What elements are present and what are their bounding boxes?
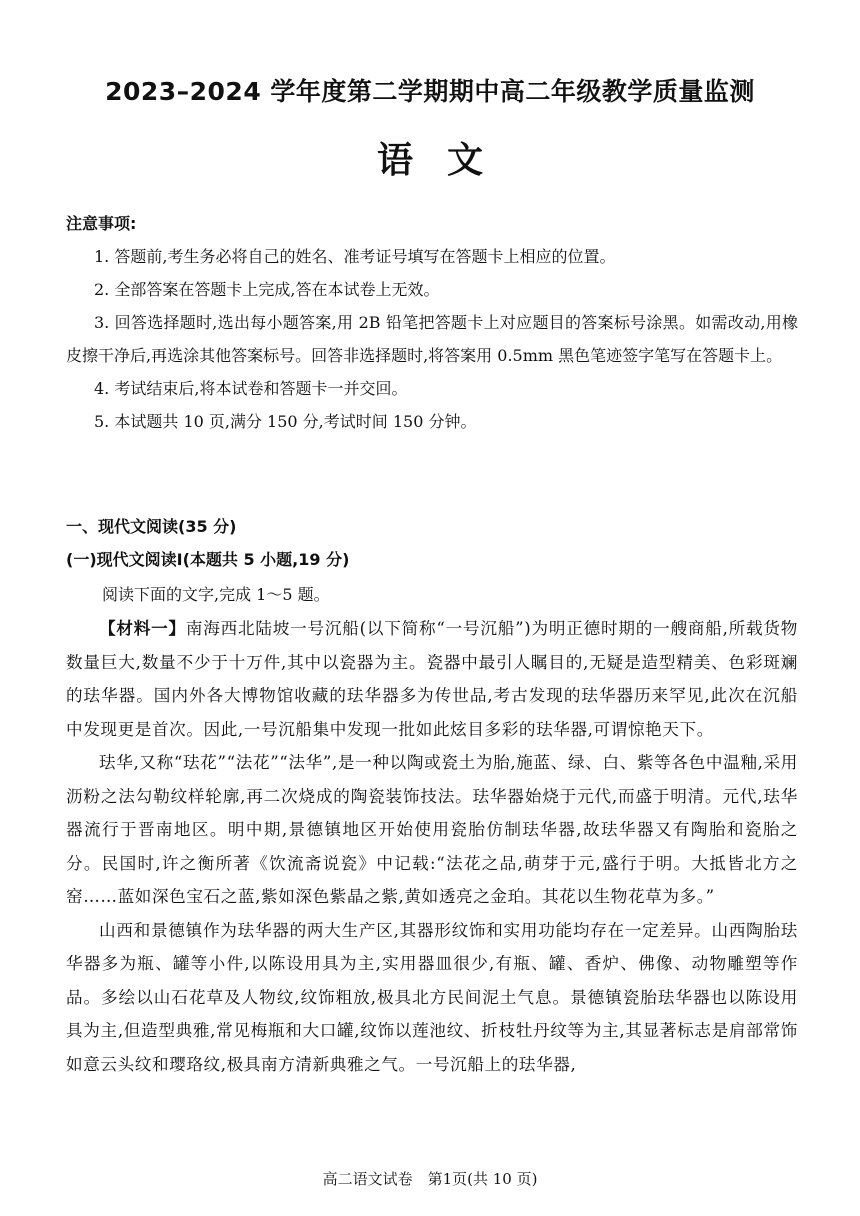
passage-paragraph: 珐华,又称“珐花”“法花”“法华”,是一种以陶或瓷土为胎,施蓝、绿、白、紫等各色中温釉,采用沥粉之法勾勒纹样轮廓,再二次烧成的陶瓷装饰技法。珐华器始烧于元代,而盛于明清。元代,珐华器流行于晋南地区。明中期,景德镇地区开始使用瓷胎仿制珐华器,故珐华器又有陶胎和瓷胎之分。民国时,许之衡所著《饮流斋说瓷》中记载:“法花之品,萌芽于元,盛行于明。大抵皆北方之窑……蓝如深色宝石之蓝,紫如深色紫晶之紫,黄如透亮之金珀。其花以生物花草为多。” [66,753,798,906]
material-label: 【材料一】 [99,619,186,638]
section-heading: 一、现代文阅读(35 分) [66,517,237,536]
passage-paragraph: 山西和景德镇作为珐华器的两大生产区,其器形纹饰和实用功能均存在一定差异。山西陶胎珐华器多为瓶、罐等小件,以陈设用具为主,实用器皿很少,有瓶、罐、香炉、佛像、动物雕塑等作品。多绘以山石花草及人物纹,纹饰粗放,极具北方民间泥土气息。景德镇瓷胎珐华器也以陈设用具为主,但造型典雅,常见梅瓶和大口罐,纹饰以莲池纹、折枝牡丹纹等为主,其显著标志是肩部常饰如意云头纹和璎珞纹,极具南方清新典雅之气。一号沉船上的珐华器, [66,920,798,1074]
notice-item: 3. 回答选择题时,选出每小题答案,用 2B 铅笔把答题卡上对应题目的答案标号涂黑。如需改动,用橡皮擦干净后,再选涂其他答案标号。回答非选择题时,将答案用 0.5mm 黑色笔迹签字笔写在答题卡上。 [66,313,798,365]
notice-heading: 注意事项: [66,214,137,233]
notice-item: 2. 全部答案在答题卡上完成,答在本试卷上无效。 [94,280,440,299]
subject-title: 语文 [376,140,517,181]
passage [66,612,798,1081]
reading-instruction: 阅读下面的文字,完成 1～5 题。 [102,585,330,604]
subsection-heading: (一)现代文阅读Ⅰ(本题共 5 小题,19 分) [66,550,350,569]
notice-item: 4. 考试结束后,将本试卷和答题卡一并交回。 [94,379,408,398]
paragraph-text: 南海西北陆坡一号沉船(以下简称“一号沉船”)为明正德时期的一艘商船,所载货物数量巨大,数量不少于十万件,其中以瓷器为主。瓷器中最引人瞩目的,无疑是造型精美、色彩斑斓的珐华器。国内外各大博物馆收藏的珐华器多为传世品,考古发现的珐华器历来罕见,此次在沉船中发现更是首次。因此,一号沉船集中发现一批如此炫目多彩的珐华器,可谓惊艳天下。 [66,619,799,739]
notice-item: 1. 答题前,考生务必将自己的姓名、准考证号填写在答题卡上相应的位置。 [94,247,616,266]
exam-title: 2023–2024 学年度第二学期期中高二年级教学质量监测 [105,77,755,106]
notice-item: 5. 本试题共 10 页,满分 150 分,考试时间 150 分钟。 [94,412,477,431]
page-footer: 高二语文试卷 第1页(共 10 页) [322,1170,538,1188]
notice-list [66,240,798,438]
passage-paragraph [66,612,798,746]
